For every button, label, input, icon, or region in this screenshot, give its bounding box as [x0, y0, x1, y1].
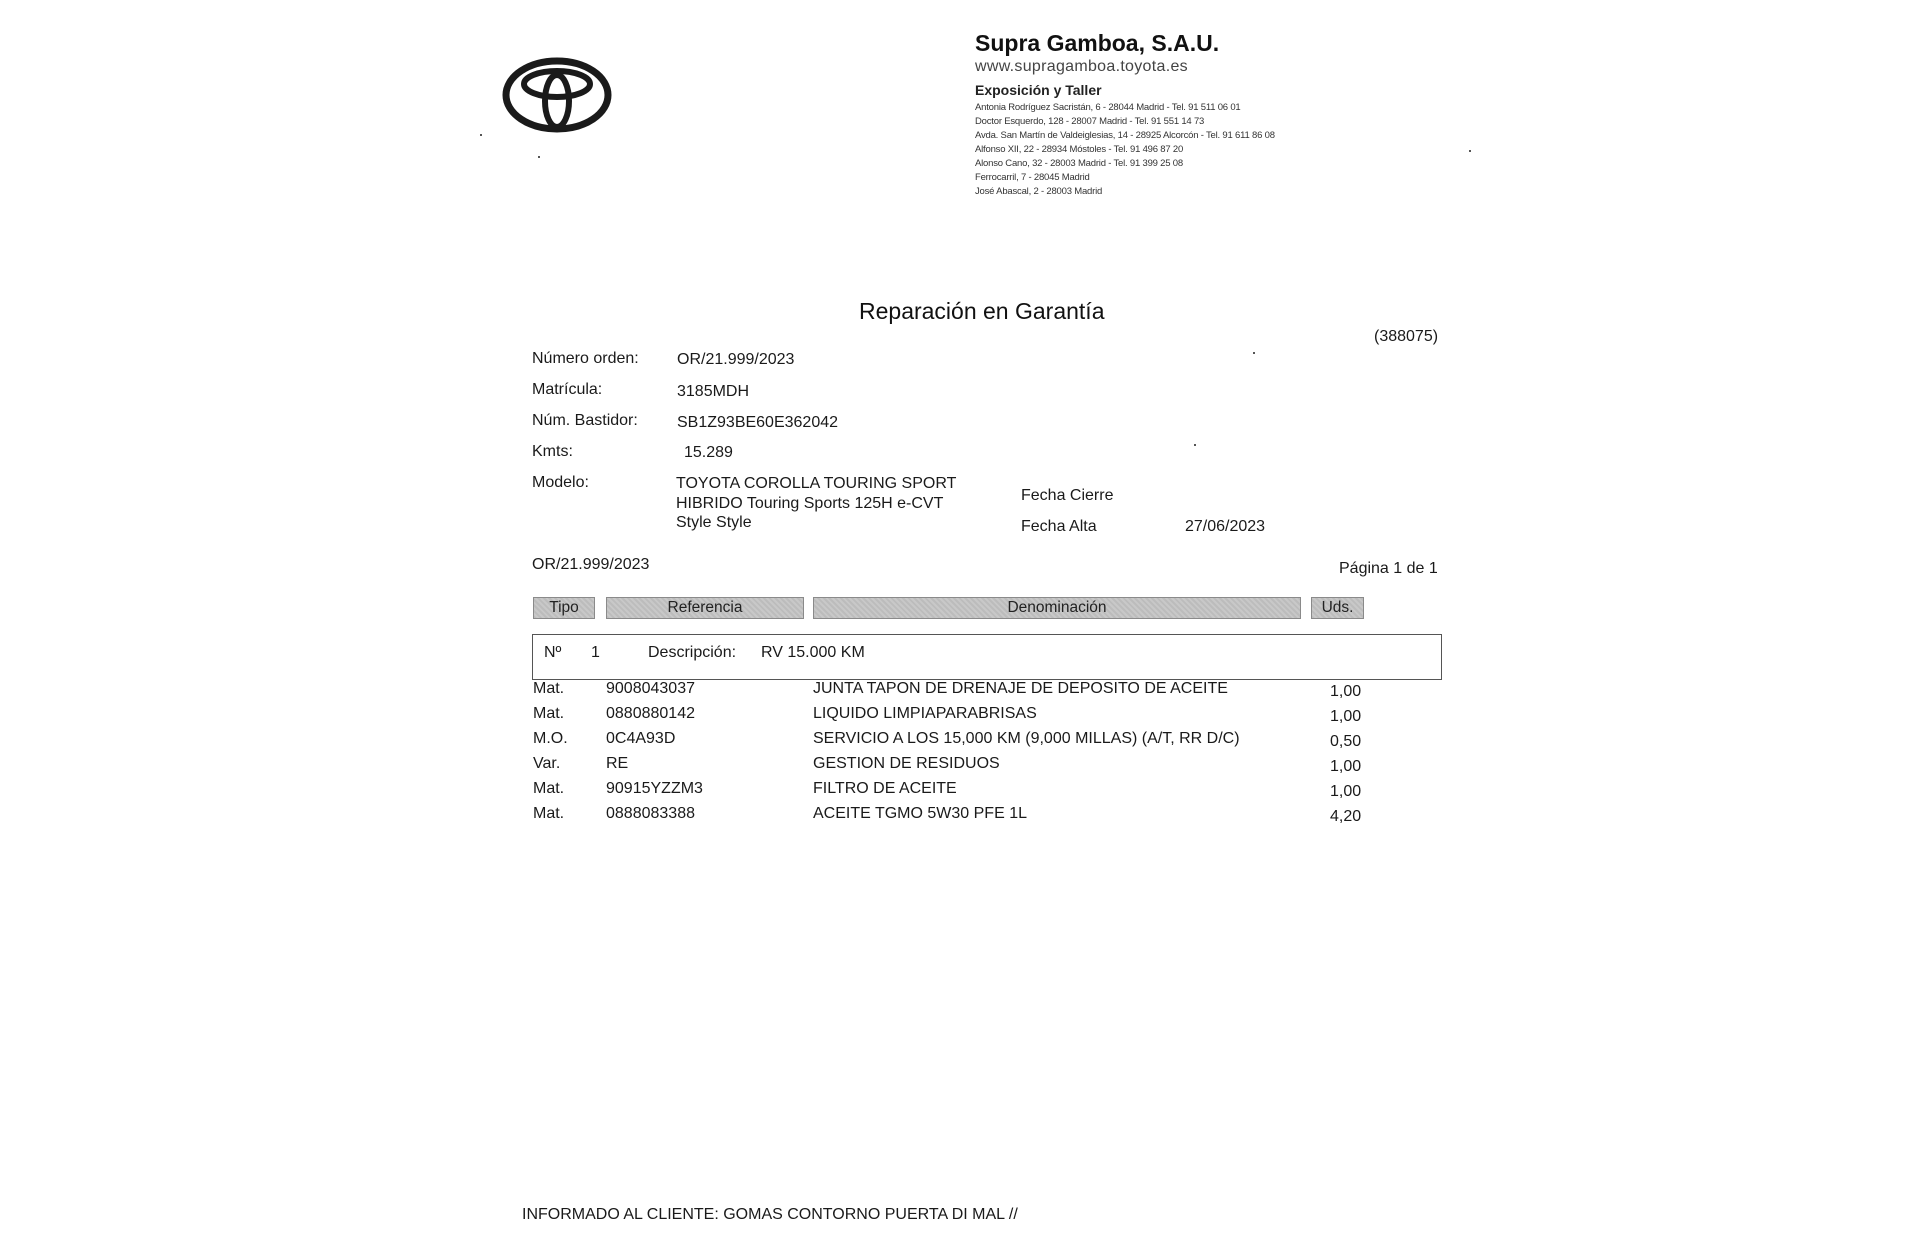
toyota-logo-icon: [502, 56, 612, 134]
section-box: [532, 634, 1442, 680]
row-referencia: 0C4A93D: [606, 730, 676, 747]
company-name: Supra Gamboa, S.A.U.: [975, 30, 1220, 56]
row-tipo: Mat.: [533, 705, 565, 722]
order-number-label: Número orden:: [532, 350, 639, 367]
address-line: Ferrocarril, 7 - 28045 Madrid: [975, 172, 1090, 183]
table-row: [532, 805, 1452, 829]
address-line: Alfonso XII, 22 - 28934 Móstoles - Tel. 91 496 87 20: [975, 144, 1184, 155]
model-line: TOYOTA COROLLA TOURING SPORT: [676, 475, 957, 492]
row-denominacion: SERVICIO A LOS 15,000 KM (9,000 MILLAS) (A/T, RR D/C): [813, 730, 1240, 747]
header-referencia: Referencia: [606, 597, 804, 619]
footer-note: INFORMADO AL CLIENTE: GOMAS CONTORNO PUERTA DI MAL //: [522, 1206, 1018, 1223]
vin-value: SB1Z93BE60E362042: [677, 414, 839, 431]
address-line: José Abascal, 2 - 28003 Madrid: [975, 186, 1103, 197]
row-uds: 1,00: [1330, 708, 1362, 725]
row-denominacion: LIQUIDO LIMPIAPARABRISAS: [813, 705, 1037, 722]
model-line: HIBRIDO Touring Sports 125H e-CVT: [676, 495, 944, 512]
row-tipo: Mat.: [533, 805, 565, 822]
table-row: [532, 780, 1452, 804]
row-tipo: Mat.: [533, 680, 565, 697]
row-referencia: 90915YZZM3: [606, 780, 703, 797]
scan-speck: [1253, 352, 1255, 354]
section-number-label: Nº: [544, 644, 562, 661]
row-tipo: Mat.: [533, 780, 565, 797]
order-reference: OR/21.999/2023: [532, 556, 650, 573]
row-denominacion: GESTION DE RESIDUOS: [813, 755, 1000, 772]
table-row: [532, 705, 1452, 729]
table-row: [532, 755, 1452, 779]
address-line: Avda. San Martín de Valdeiglesias, 14 - 28925 Alcorcón - Tel. 91 611 86 08: [975, 130, 1275, 141]
order-number-value: OR/21.999/2023: [677, 351, 795, 368]
open-date-label: Fecha Alta: [1021, 518, 1097, 535]
open-date-value: 27/06/2023: [1185, 518, 1266, 535]
row-denominacion: FILTRO DE ACEITE: [813, 780, 957, 797]
model-label: Modelo:: [532, 474, 589, 491]
model-line: Style Style: [676, 514, 752, 531]
document-reference: (388075): [1374, 328, 1439, 345]
plate-label: Matrícula:: [532, 381, 603, 398]
row-referencia: 0880880142: [606, 705, 695, 722]
kms-value: 15.289: [684, 444, 733, 461]
row-referencia: 9008043037: [606, 680, 695, 697]
scan-speck: [1469, 150, 1471, 152]
row-referencia: RE: [606, 755, 629, 772]
row-referencia: 0888083388: [606, 805, 695, 822]
row-denominacion: JUNTA TAPON DE DRENAJE DE DEPOSITO DE ACEITE: [813, 680, 1228, 697]
table-row: [532, 730, 1452, 754]
close-date-label: Fecha Cierre: [1021, 487, 1114, 504]
row-uds: 1,00: [1330, 683, 1362, 700]
company-section: Exposición y Taller: [975, 82, 1102, 98]
scan-speck: [480, 134, 482, 136]
section-description-label: Descripción:: [648, 644, 737, 661]
row-tipo: M.O.: [533, 730, 568, 747]
header-tipo: Tipo: [533, 597, 595, 619]
vin-label: Núm. Bastidor:: [532, 412, 638, 429]
row-uds: 1,00: [1330, 783, 1362, 800]
address-line: Doctor Esquerdo, 128 - 28007 Madrid - Tel. 91 551 14 73: [975, 116, 1205, 127]
row-uds: 4,20: [1330, 808, 1362, 825]
row-denominacion: ACEITE TGMO 5W30 PFE 1L: [813, 805, 1027, 822]
scan-speck: [1194, 444, 1196, 446]
row-uds: 1,00: [1330, 758, 1362, 775]
scan-speck: [538, 156, 540, 158]
section-description-value: RV 15.000 KM: [761, 644, 865, 661]
header-uds: Uds.: [1311, 597, 1364, 619]
row-uds: 0,50: [1330, 733, 1362, 750]
company-website: www.supragamboa.toyota.es: [975, 58, 1188, 75]
plate-value: 3185MDH: [677, 383, 750, 400]
kms-label: Kmts:: [532, 443, 573, 460]
document-title: Reparación en Garantía: [859, 298, 1105, 324]
section-number-value: 1: [591, 644, 600, 661]
row-tipo: Var.: [533, 755, 561, 772]
page-info: Página 1 de 1: [1339, 560, 1438, 577]
address-line: Antonia Rodríguez Sacristán, 6 - 28044 Madrid - Tel. 91 511 06 01: [975, 102, 1241, 113]
header-denominacion: Denominación: [813, 597, 1301, 619]
address-line: Alonso Cano, 32 - 28003 Madrid - Tel. 91 399 25 08: [975, 158, 1183, 169]
table-row: [532, 680, 1452, 704]
